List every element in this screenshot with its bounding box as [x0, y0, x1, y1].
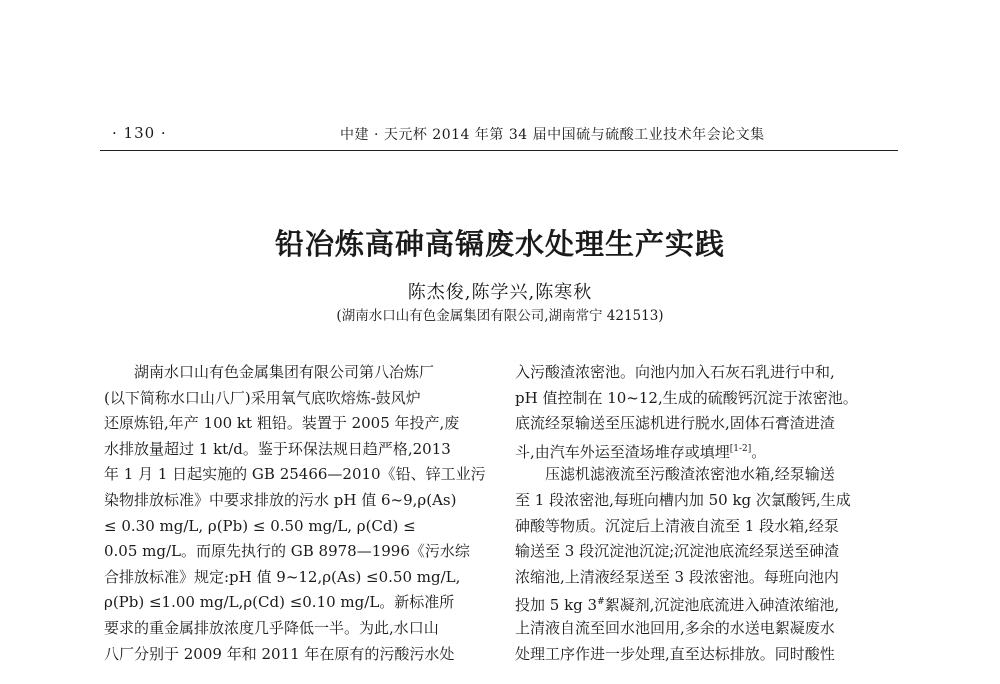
text-line: [515, 590, 895, 616]
right-column: [515, 360, 895, 667]
text-span: 。: [751, 442, 767, 461]
text-line: [515, 437, 895, 463]
paper-affiliation: (湖南水口山有色金属集团有限公司,湖南常宁 421513): [336, 308, 664, 324]
left-column: [104, 360, 484, 667]
text-line: 输送至 3 段沉淀池沉淀;沉淀池底流经泵送至砷渣: [515, 542, 840, 561]
text-line: 至 1 段浓密池,每班向槽内加 50 kg 次氯酸钙,生成: [515, 490, 851, 509]
text-line: 合排放标准》规定:pH 值 9~12,ρ(As) ≤0.50 mg/L,: [104, 567, 461, 586]
header-rule: [100, 150, 898, 151]
text-line: 砷酸等物质。沉淀后上清液自流至 1 段水箱,经泵: [515, 516, 839, 535]
text-line: 底流经泵输送至压滤机进行脱水,固体石膏渣进渣: [515, 414, 835, 433]
paper-title: 铅冶炼高砷高镉废水处理生产实践: [274, 227, 725, 261]
text-line: 要求的重金属排放浓度几乎降低一半。为此,水口山: [104, 618, 439, 637]
text-line: pH 值控制在 10~12,生成的硫酸钙沉淀于浓密池。: [515, 388, 858, 407]
text-line: 浓缩池,上清液经泵送至 3 段浓密池。每班向池内: [515, 567, 839, 586]
flocculant-mark: #: [597, 597, 605, 608]
text-line: 湖南水口山有色金属集团有限公司第八冶炼厂: [134, 363, 435, 381]
text-line: 入污酸渣浓密池。向池内加入石灰石乳进行中和,: [515, 363, 835, 381]
text-line: 处理工序作进一步处理,直至达标排放。同时酸性: [515, 644, 835, 663]
text-line: 压滤机滤液流至污酸渣浓密池水箱,经泵输送: [545, 465, 835, 484]
text-line: 还原炼铅,年产 100 kt 粗铅。装置于 2005 年投产,废: [104, 414, 460, 433]
text-span: 投加 5 kg 3: [515, 596, 598, 615]
text-span: 斗,由汽车外运至渣场堆存或填埋: [515, 442, 730, 461]
text-line: 0.05 mg/L。而原先执行的 GB 8978—1996《污水综: [104, 542, 470, 561]
text-line: 八厂分别于 2009 年和 2011 年在原有的污酸污水处: [104, 644, 455, 663]
running-title: 中建 · 天元杯 2014 年第 34 届中国硫与硫酸工业技术年会论文集: [340, 127, 765, 143]
page-number: · 130 ·: [112, 124, 167, 142]
text-span: 絮凝剂,沉淀池底流进入砷渣浓缩池,: [604, 596, 840, 615]
text-line: 染物排放标准》中要求排放的污水 pH 值 6~9,ρ(As): [104, 490, 457, 509]
paper-authors: 陈杰俊,陈学兴,陈寒秋: [407, 282, 593, 303]
text-line: ρ(Pb) ≤1.00 mg/L,ρ(Cd) ≤0.10 mg/L。新标准所: [104, 593, 455, 612]
text-line: ≤ 0.30 mg/L, ρ(Pb) ≤ 0.50 mg/L, ρ(Cd) ≤: [104, 516, 416, 535]
text-line: 水排放量超过 1 kt/d。鉴于环保法规日趋严格,2013: [104, 439, 451, 458]
reference-marker[interactable]: [1-2]: [729, 443, 752, 454]
text-line: (以下简称水口山八厂)采用氧气底吹熔炼-鼓风炉: [104, 388, 421, 407]
text-line: 上清液自流至回水池回用,多余的水送电絮凝废水: [515, 618, 835, 637]
text-line: 年 1 月 1 日起实施的 GB 25466—2010《铅、锌工业污: [104, 465, 486, 484]
running-header: [100, 118, 896, 148]
